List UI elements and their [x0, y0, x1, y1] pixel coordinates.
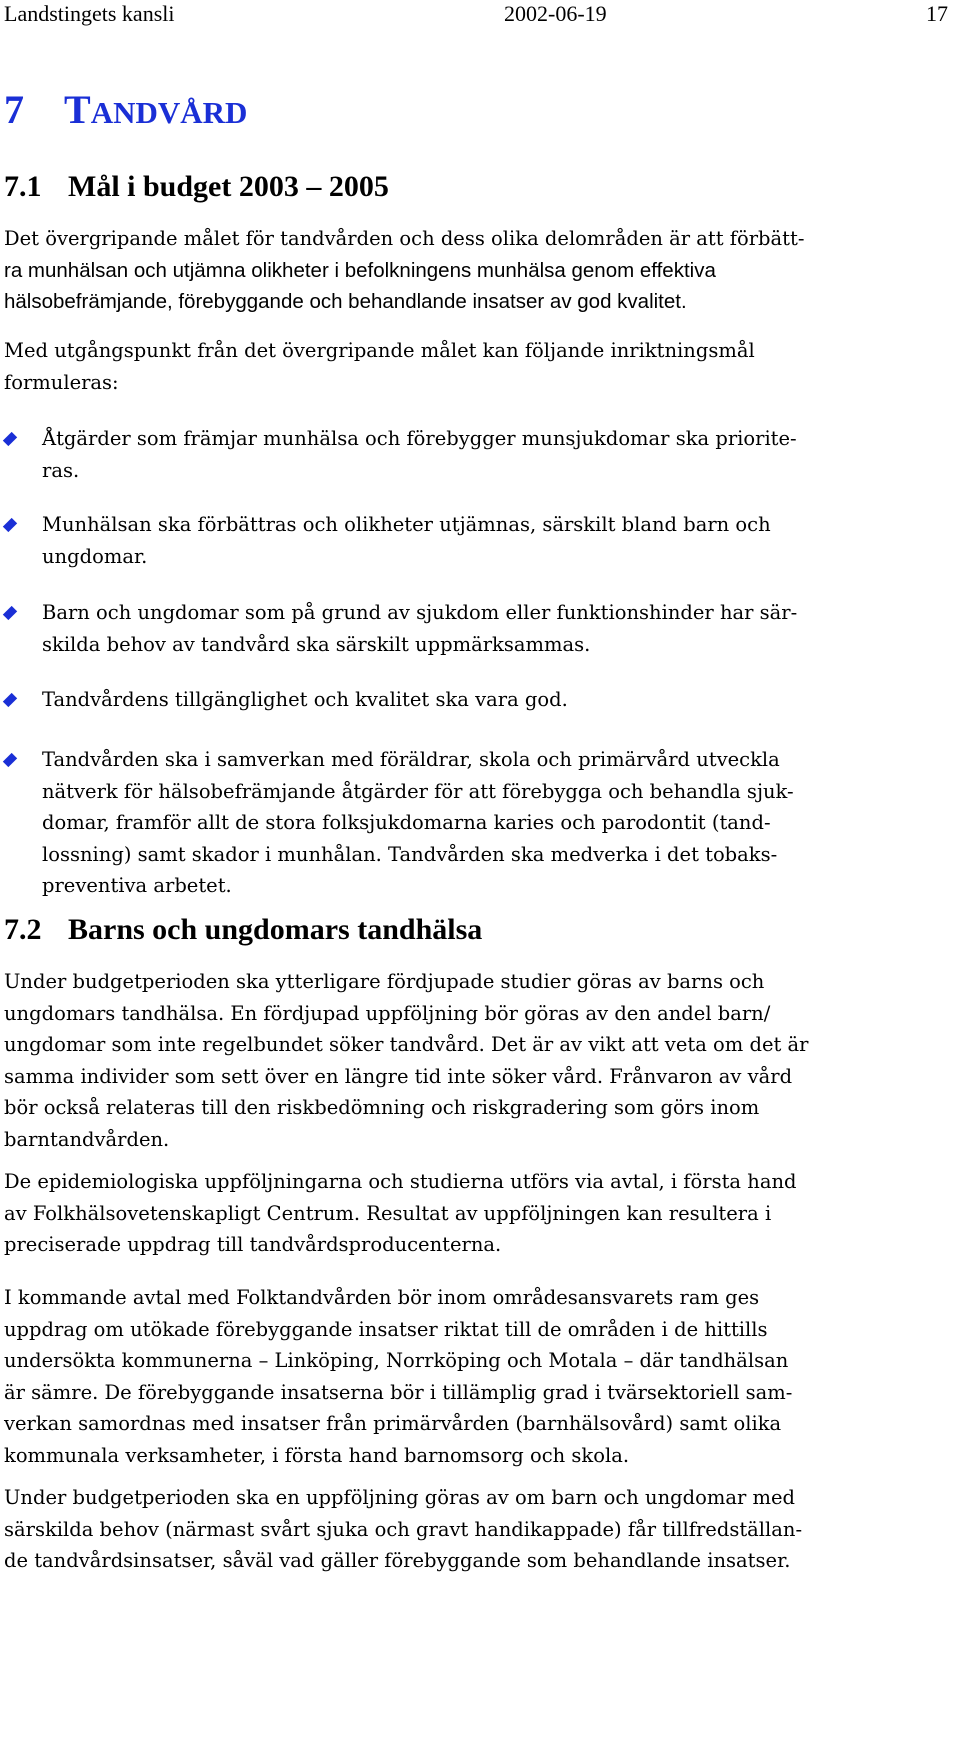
text-line: undersökta kommunerna – Linköping, Norrköping och Motala – där tandhälsan — [4, 1349, 789, 1372]
section-title: Mål i budget 2003 – 2005 — [68, 170, 389, 203]
header-page-number: 17 — [926, 1, 948, 26]
text-line: Barn och ungdomar som på grund av sjukdom eller funktionshinder har sär- — [42, 601, 798, 624]
chapter-heading — [4, 86, 247, 137]
text-line: är sämre. De förebyggande insatserna bör i tillämplig grad i tvärsektoriell sam- — [4, 1380, 793, 1404]
text-line: formuleras: — [4, 370, 119, 394]
header-date: 2002-06-19 — [504, 1, 607, 26]
chapter-number: 7 — [4, 87, 24, 132]
chapter-title-initial: T — [64, 87, 91, 132]
diamond-bullet-icon — [3, 606, 17, 620]
paragraph — [4, 1482, 944, 1577]
diamond-bullet-icon — [3, 753, 17, 767]
text-line: Munhälsan ska förbättras och olikheter utjämnas, särskilt bland barn och — [42, 513, 771, 536]
text-line: ungdomar. — [42, 544, 148, 568]
diamond-bullet-icon — [3, 693, 17, 707]
text-line: I kommande avtal med Folktandvården bör inom områdesansvarets ram ges — [4, 1286, 760, 1309]
paragraph — [4, 1282, 944, 1471]
text-line: Med utgångspunkt från det övergripande målet kan följande inriktningsmål — [4, 339, 755, 362]
text-line: domar, framför allt de stora folksjukdomarna karies och parodontit (tand- — [42, 811, 771, 834]
section-heading-7-2 — [4, 912, 482, 948]
text-line: de tandvårdsinsatser, såväl vad gäller förebyggande som behandlande insatser. — [4, 1549, 791, 1572]
paragraph — [4, 1166, 944, 1261]
text-line: bör också relateras till den riskbedömning och riskgradering som görs inom — [4, 1096, 760, 1119]
text-line: preventiva arbetet. — [42, 874, 232, 897]
text-line: Tandvårdens tillgänglighet och kvalitet ska vara god. — [42, 688, 568, 711]
text-line: Under budgetperioden ska ytterligare fördjupade studier göras av barns och — [4, 970, 765, 993]
text-line: skilda behov av tandvård ska särskilt uppmärksammas. — [42, 632, 591, 656]
text-line: ras. — [42, 458, 80, 482]
paragraph — [4, 223, 944, 318]
text-line: ungdomars tandhälsa. En fördjupad uppföljning bör göras av den andel barn/ — [4, 1001, 771, 1025]
section-heading-7-1 — [4, 169, 389, 205]
diamond-bullet-icon — [3, 432, 17, 446]
text-line: särskilda behov (närmast svårt sjuka och gravt handikappade) får tillfredställan- — [4, 1517, 803, 1541]
text-line: lossning) samt skador i munhålan. Tandvården ska medverka i det tobaks- — [42, 842, 778, 866]
header-org: Landstingets kansli — [4, 1, 175, 26]
text-line: barntandvården. — [4, 1127, 170, 1151]
paragraph — [4, 335, 944, 398]
text-line: ra munhälsan och utjämna olikheter i befolkningens munhälsa genom effektiva — [4, 258, 716, 282]
text-line: Tandvården ska i samverkan med föräldrar, skola och primärvård utveckla — [42, 748, 780, 771]
text-line: kommunala verksamheter, i första hand barnomsorg och skola. — [4, 1443, 630, 1467]
section-number: 7.1 — [4, 170, 42, 203]
text-line: De epidemiologiska uppföljningarna och studierna utförs via avtal, i första hand — [4, 1170, 797, 1193]
text-line: Under budgetperioden ska en uppföljning göras av om barn och ungdomar med — [4, 1486, 795, 1509]
text-line: samma individer som sett över en längre tid inte söker vård. Frånvaron av vård — [4, 1064, 793, 1088]
text-line: av Folkhälsovetenskapligt Centrum. Resultat av uppföljningen kan resultera i — [4, 1201, 772, 1225]
chapter-title-rest: ANDVÅRD — [90, 95, 248, 130]
text-line: Åtgärder som främjar munhälsa och förebygger munsjukdomar ska priorite- — [42, 427, 797, 450]
section-number: 7.2 — [4, 913, 42, 946]
text-line: preciserade uppdrag till tandvårdsproducenterna. — [4, 1233, 502, 1256]
text-line: uppdrag om utökade förebyggande insatser riktat till de områden i de hittills — [4, 1317, 768, 1341]
text-line: Det övergripande målet för tandvården och dess olika delområden är att förbätt- — [4, 227, 805, 250]
text-line: hälsobefrämjande, förebyggande och behandlande insatser av god kvalitet. — [4, 290, 687, 313]
text-line: verkan samordnas med insatser från primärvården (barnhälsovård) samt olika — [4, 1412, 782, 1435]
paragraph — [4, 966, 944, 1155]
text-line: nätverk för hälsobefrämjande åtgärder för att förebygga och behandla sjuk- — [42, 779, 794, 803]
section-title: Barns och ungdomars tandhälsa — [68, 913, 483, 946]
diamond-bullet-icon — [3, 518, 17, 532]
text-line: ungdomar som inte regelbundet söker tandvård. Det är av vikt att veta om det är — [4, 1033, 809, 1056]
